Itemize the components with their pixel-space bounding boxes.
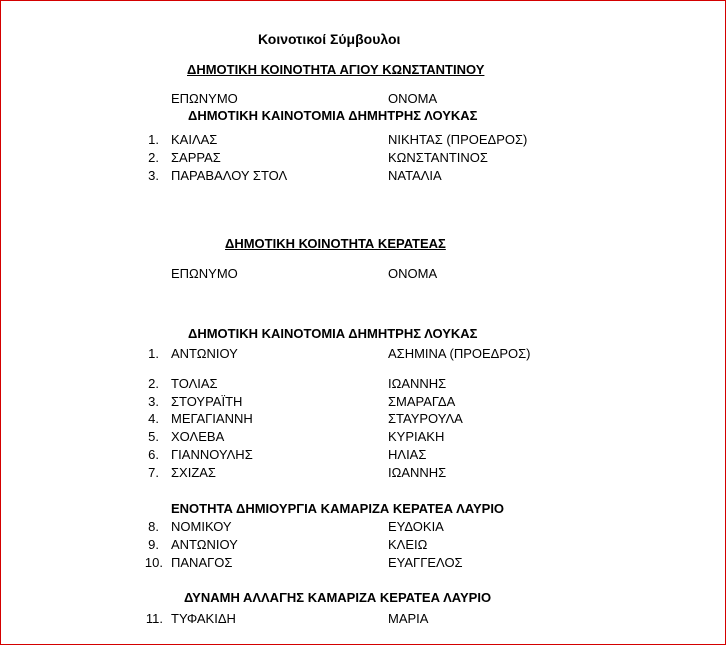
column-header-surname: ΕΠΩΝΥΜΟ (171, 91, 238, 106)
member-name: ΕΥΑΓΓΕΛΟΣ (388, 555, 463, 570)
column-header-name: ΟΝΟΜΑ (388, 91, 438, 106)
member-name: ΚΛΕΙΩ (388, 537, 428, 552)
member-name: ΙΩΑΝΝΗΣ (388, 376, 447, 391)
member-number: 6. (148, 447, 159, 462)
member-surname: ΤΟΛΙΑΣ (171, 376, 218, 391)
member-number: 3. (148, 394, 159, 409)
member-surname: ΑΝΤΩΝΙΟΥ (171, 537, 238, 552)
member-number: 10. (144, 555, 163, 570)
member-number: 11. (145, 611, 163, 626)
member-name: ΣΤΑΥΡΟΥΛΑ (388, 411, 463, 426)
member-surname: ΠΑΡΑΒΑΛΟΥ ΣΤΟΛ (171, 168, 288, 183)
member-number: 1. (148, 132, 159, 147)
member-surname: ΧΟΛΕΒΑ (171, 429, 225, 444)
document-title: Κοινοτικοί Σύμβουλοι (258, 31, 401, 47)
member-surname: ΑΝΤΩΝΙΟΥ (171, 346, 238, 361)
member-surname: ΓΙΑΝΝΟΥΛΗΣ (171, 447, 253, 462)
member-number: 8. (148, 519, 159, 534)
community-heading-agios-konstantinos: ΔΗΜΟΤΙΚΗ ΚΟΙΝΟΤΗΤΑ ΑΓΙΟΥ ΚΩΝΣΤΑΝΤΙΝΟΥ (187, 62, 485, 77)
member-surname: ΣΤΟΥΡΑΪΤΗ (171, 394, 243, 409)
party-heading: ΔΗΜΟΤΙΚΗ ΚΑΙΝΟΤΟΜΙΑ ΔΗΜΗΤΡΗΣ ΛΟΥΚΑΣ (188, 108, 478, 123)
member-number: 5. (148, 429, 159, 444)
column-header-name: ΟΝΟΜΑ (388, 266, 438, 281)
member-name: ΕΥΔΟΚΙΑ (388, 519, 444, 534)
member-number: 4. (148, 411, 159, 426)
party-heading: ΔΥΝΑΜΗ ΑΛΛΑΓΗΣ ΚΑΜΑΡΙΖΑ ΚΕΡΑΤΕΑ ΛΑΥΡΙΟ (184, 590, 492, 605)
member-name: ΙΩΑΝΝΗΣ (388, 465, 447, 480)
community-heading-kerateas: ΔΗΜΟΤΙΚΗ ΚΟΙΝΟΤΗΤΑ ΚΕΡΑΤΕΑΣ (225, 236, 446, 251)
member-name: ΗΛΙΑΣ (388, 447, 427, 462)
member-name: ΝΑΤΑΛΙΑ (388, 168, 442, 183)
member-name: ΚΩΝΣΤΑΝΤΙΝΟΣ (388, 150, 488, 165)
party-heading: ΕΝΟΤΗΤΑ ΔΗΜΙΟΥΡΓΙΑ ΚΑΜΑΡΙΖΑ ΚΕΡΑΤΕΑ ΛΑΥΡΙΟ (171, 501, 505, 516)
member-surname: ΝΟΜΙΚΟΥ (171, 519, 232, 534)
member-name: ΜΑΡΙΑ (388, 611, 429, 626)
member-number: 7. (148, 465, 159, 480)
column-header-surname: ΕΠΩΝΥΜΟ (171, 266, 238, 281)
member-surname: ΜΕΓΑΓΙΑΝΝΗ (171, 411, 253, 426)
member-name: ΝΙΚΗΤΑΣ (ΠΡΟΕΔΡΟΣ) (388, 132, 528, 147)
member-surname: ΣΑΡΡΑΣ (171, 150, 221, 165)
member-name: ΚΥΡΙΑΚΗ (388, 429, 445, 444)
member-surname: ΣΧΙΖΑΣ (171, 465, 216, 480)
member-number: 1. (148, 346, 159, 361)
party-heading: ΔΗΜΟΤΙΚΗ ΚΑΙΝΟΤΟΜΙΑ ΔΗΜΗΤΡΗΣ ΛΟΥΚΑΣ (188, 326, 478, 341)
member-surname: ΚΑΙΛΑΣ (171, 132, 218, 147)
member-surname: ΤΥΦΑΚΙΔΗ (171, 611, 236, 626)
member-name: ΣΜΑΡΑΓΔΑ (388, 394, 456, 409)
member-surname: ΠΑΝΑΓΟΣ (171, 555, 233, 570)
member-name: ΑΣΗΜΙΝΑ (ΠΡΟΕΔΡΟΣ) (388, 346, 531, 361)
member-number: 2. (148, 150, 159, 165)
member-number: 2. (148, 376, 159, 391)
member-number: 3. (148, 168, 159, 183)
member-number: 9. (148, 537, 159, 552)
